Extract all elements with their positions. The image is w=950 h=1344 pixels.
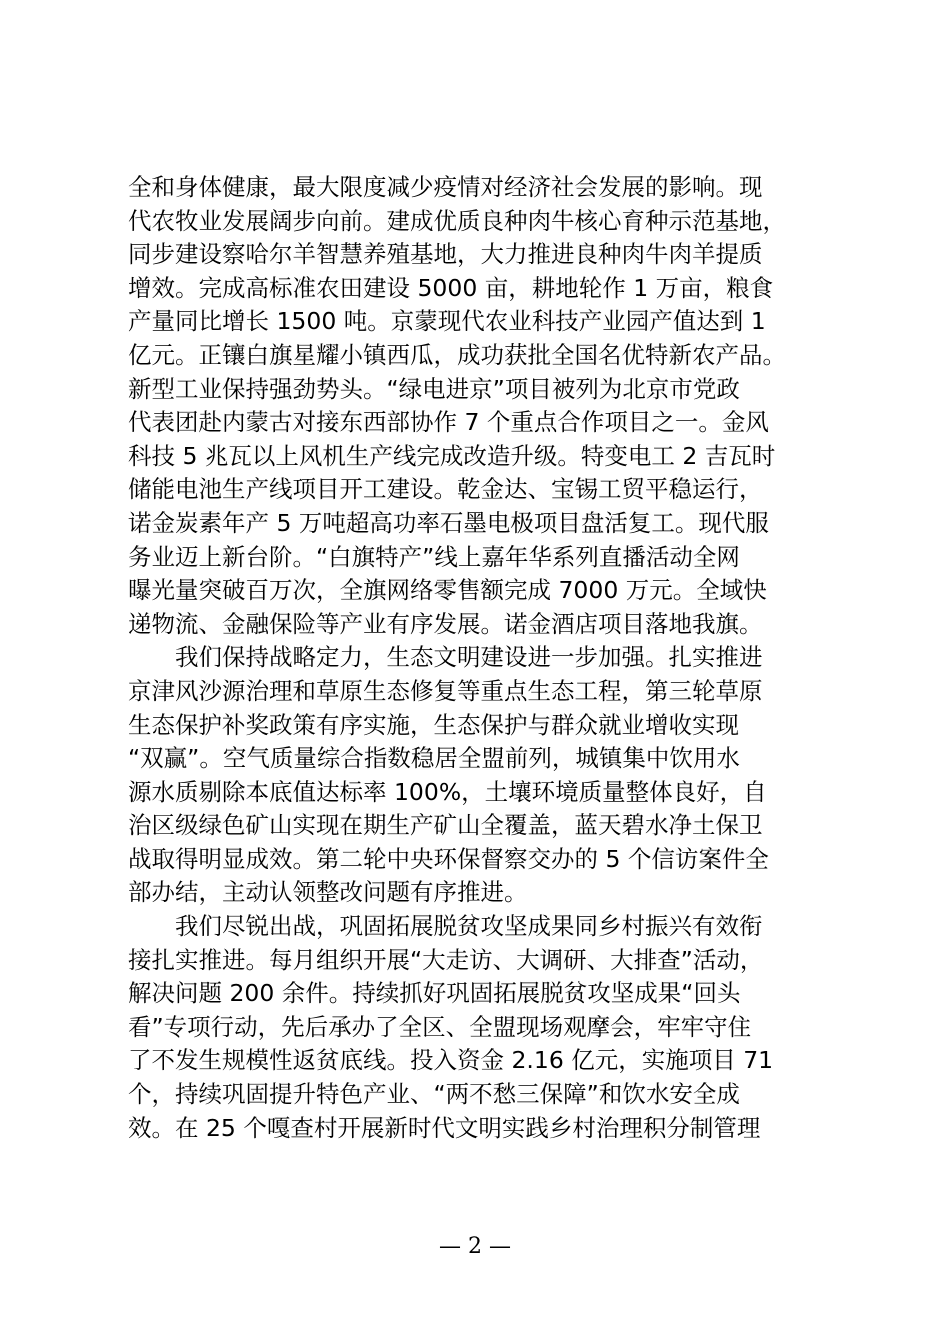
text-line: 个，持续巩固提升特色产业、“两不愁三保障”和饮水安全成 (128, 1080, 740, 1109)
text-line: 代表团赴内蒙古对接东西部协作 7 个重点合作项目之一。金风 (128, 408, 769, 437)
text-line: 诺金炭素年产 5 万吨超高功率石墨电极项目盘活复工。现代服 (128, 508, 769, 537)
body-text (128, 171, 838, 1145)
text-line: 接扎实推进。每月组织开展“大走访、大调研、大排查”活动， (128, 945, 764, 974)
text-line: 递物流、金融保险等产业有序发展。诺金酒店项目落地我旗。 (128, 609, 763, 638)
text-line: 产量同比增长 1500 吨。京蒙现代农业科技产业园产值达到 1 (128, 307, 766, 336)
text-line: 亿元。正镶白旗星耀小镇西瓜，成功获批全国名优特新农产品。 (128, 340, 786, 369)
text-line: 曝光量突破百万次，全旗网络零售额完成 7000 万元。全域快 (128, 576, 767, 605)
text-line: 新型工业保持强劲势头。“绿电进京”项目被列为北京市党政 (128, 374, 740, 403)
text-line: 解决问题 200 余件。持续抓好巩固拓展脱贫攻坚成果“回头 (128, 979, 741, 1008)
paragraph-start-line: 我们保持战略定力，生态文明建设进一步加强。扎实推进 (128, 643, 763, 672)
text-line: 看”专项行动，先后承办了全区、全盟现场观摩会，牢牢守住 (128, 1012, 752, 1041)
text-line: 治区级绿色矿山实现在期生产矿山全覆盖，蓝天碧水净土保卫 (128, 811, 763, 840)
text-line: 储能电池生产线项目开工建设。乾金达、宝锡工贸平稳运行， (128, 475, 763, 504)
text-line: 效。在 25 个嘎查村开展新时代文明实践乡村治理积分制管理 (128, 1113, 761, 1142)
text-line: 同步建设察哈尔羊智慧养殖基地，大力推进良种肉牛肉羊提质 (128, 240, 763, 269)
text-line: 战取得明显成效。第二轮中央环保督察交办的 5 个信访案件全 (128, 844, 769, 873)
page-number: — 2 — (439, 1234, 511, 1259)
text-line: 京津风沙源治理和草原生态修复等重点生态工程，第三轮草原 (128, 676, 763, 705)
paragraph-start-line: 我们尽锐出战，巩固拓展脱贫攻坚成果同乡村振兴有效衔 (128, 912, 763, 941)
text-line: 务业迈上新台阶。“白旗特产”线上嘉年华系列直播活动全网 (128, 542, 740, 571)
text-line: “双赢”。空气质量综合指数稳居全盟前列，城镇集中饮用水 (128, 744, 740, 773)
text-line: 增效。完成高标准农田建设 5000 亩，耕地轮作 1 万亩，粮食 (128, 273, 774, 302)
text-line: 全和身体健康，最大限度减少疫情对经济社会发展的影响。现 (128, 173, 763, 201)
text-line: 部办结，主动认领整改问题有序推进。 (128, 878, 528, 907)
text-line: 科技 5 兆瓦以上风机生产线完成改造升级。特变电工 2 吉瓦时 (128, 441, 776, 470)
text-line: 源水质剔除本底值达标率 100%，土壤环境质量整体良好，自 (128, 777, 767, 806)
text-line: 代农牧业发展阔步向前。建成优质良种肉牛核心育种示范基地， (128, 206, 786, 235)
text-line: 生态保护补奖政策有序实施，生态保护与群众就业增收实现 (128, 710, 739, 739)
text-line: 了不发生规模性返贫底线。投入资金 2.16 亿元，实施项目 71 (128, 1046, 774, 1075)
